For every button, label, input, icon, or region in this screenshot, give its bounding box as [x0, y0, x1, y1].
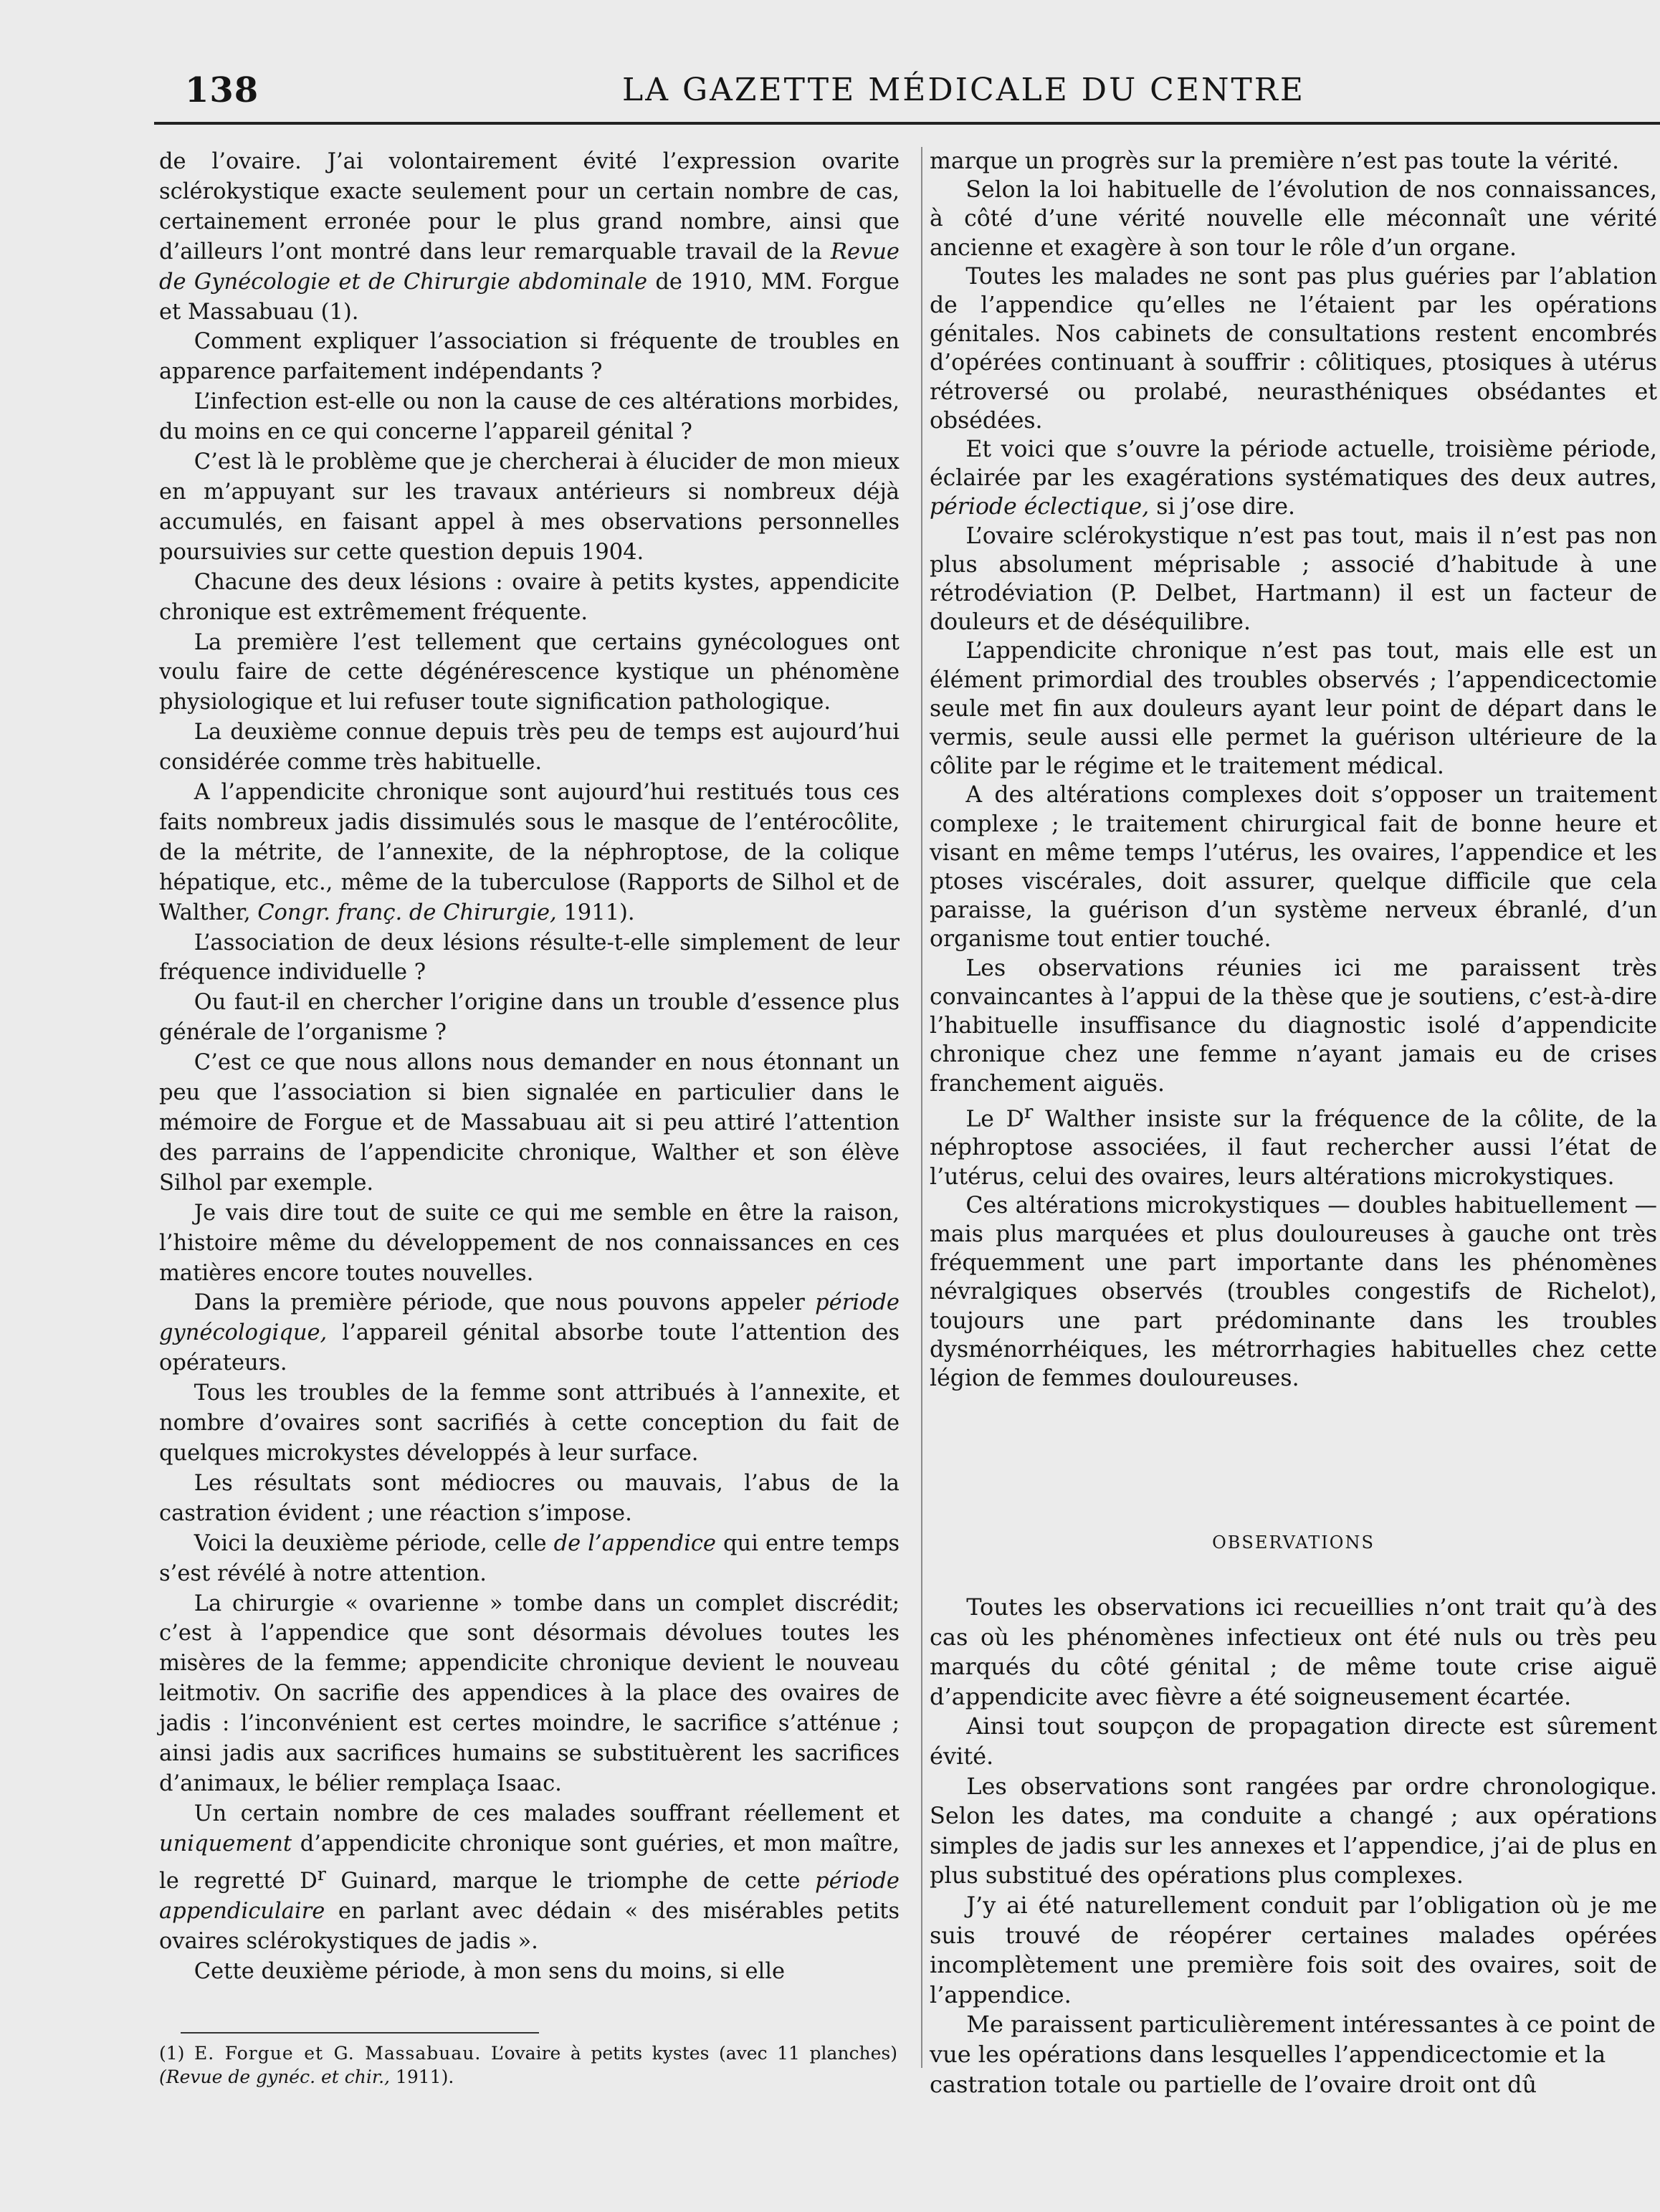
paragraph: La première l’est tellement que certains gynécologues ont voulu faire de cette dégénérescence kystique un phénomène physiologique et lui refuser toute signification pathologique. — [159, 629, 900, 715]
footnote-rule — [181, 2032, 539, 2034]
paragraph: L’appendicite chronique n’est pas tout, mais elle est un élément primordial des troubles observés ; l’appendicectomie seule met fin aux douleurs ayant leur point de départ dans le vermis, seule aussi elle permet la guérison ultérieure de la côlite par le régime et le traitement médical. — [930, 638, 1657, 780]
section-heading: OBSERVATIONS — [1212, 1532, 1375, 1553]
paragraph: Ces altérations microkystiques — doubles habituellement — mais plus marquées et plus douloureuses à gauche ont très fréquemment une part importante dans les phénomènes névralgiques observés (troubles congestifs de Richelot), toujours une part prédominante dans les troubles dysménorrhéiques, les métrorrhagies habituelles chez cette légion de femmes douloureuses. — [930, 1192, 1657, 1392]
column-divider — [921, 147, 922, 2068]
paragraph: Ainsi tout soupçon de propagation directe est sûrement évité. — [930, 1712, 1657, 1770]
paragraph: J’y ai été naturellement conduit par l’obligation où je me suis trouvé de réopérer certaines malades opérées incomplètement une première fois soit des ovaires, soit de l’appendice. — [930, 1891, 1657, 2008]
footnote-source: (Revue de gynéc. et chir., — [159, 2066, 390, 2087]
footnote-authors: E. Forgue et G. Massabuau. — [194, 2043, 482, 2064]
paragraph: Chacune des deux lésions : ovaire à petits kystes, appendicite chronique est extrêmement fréquente. — [159, 569, 900, 625]
paragraph: Les résultats sont médiocres ou mauvais, l’abus de la castration évident ; une réaction s’impose. — [159, 1470, 900, 1526]
paragraph: Comment expliquer l’association si fréquente de troubles en apparence parfaitement indépendants ? — [159, 329, 900, 385]
paragraph: L’association de deux lésions résulte-t-elle simplement de leur fréquence individuelle ? — [159, 930, 900, 986]
footnote — [159, 2041, 897, 2089]
paragraph: Un certain nombre de ces malades souffrant réellement et uniquement d’appendicite chronique sont guéries, et mon maître, le regretté $D^r$ Guinard, marque le triomphe de cette période appendiculaire en parlant avec dédain « des misérables petits ovaires sclérokystiques de jadis ». — [159, 1801, 900, 1954]
paragraph: Me paraissent particulièrement intéressantes à ce point de vue les opérations dans lesquelles l’appendicectomie et la castration totale ou partielle de l’ovaire droit ont dû — [930, 2011, 1656, 2098]
right-column-top — [930, 147, 1657, 1393]
paragraph: A des altérations complexes doit s’opposer un traitement complexe ; le traitement chirurgical fait de bonne heure et visant en même temps l’utérus, les ovaires, l’appendice et les ptoses viscérales, doit assurer, quelque difficile que cela paraisse, la guérison d’un système nerveux ébranlé, d’un organisme tout entier touché. — [930, 782, 1657, 953]
paragraph: Tous les troubles de la femme sont attribués à l’annexite, et nombre d’ovaires sont sacrifiés à cette conception du fait de quelques microkystes développés à leur surface. — [159, 1381, 900, 1466]
paragraph: Le $D^r$ Walther insiste sur la fréquence de la côlite, de la néphroptose associées, il faut rechercher aussi l’état de l’utérus, celui des ovaires, leurs altérations microkystiques. — [930, 1101, 1658, 1190]
paragraph: de l’ovaire. J’ai volontairement évité l’expression ovarite sclérokystique exacte seulement pour un certain nombre de cas, certainement erronée pour le plus grand nombre, ainsi que d’ailleurs l’ont montré dans leur remarquable travail de la Revue de Gynécologie et de Chirurgie abdominale de 1910, MM. Forgue et Massabuau (1). — [159, 149, 900, 325]
paragraph: Selon la loi habituelle de l’évolution de nos connaissances, à côté d’une vérité nouvelle elle méconnaît une vérité ancienne et exagère à son tour le rôle d’un organe. — [930, 177, 1657, 261]
footnote-marker: (1) — [159, 2043, 185, 2064]
paragraph: Toutes les malades ne sont pas plus guéries par l’ablation de l’appendice qu’elles ne l’étaient par les opérations génitales. Nos cabinets de consultations restent encombrés d’opérées continuant à souffrir : côlitiques, ptosiques à utérus rétroversé ou prolabé, neurasthéniques obsédantes et obsédées. — [930, 263, 1657, 434]
paragraph: Dans la première période, que nous pouvons appeler période gynécologique, l’appareil génital absorbe toute l’attention des opérateurs. — [159, 1290, 900, 1376]
paragraph: C’est là le problème que je chercherai à élucider de mon mieux en m’appuyant sur les travaux antérieurs si nombreux déjà accumulés, en faisant appel à mes observations personnelles poursuivies sur cette question depuis 1904. — [159, 449, 900, 565]
footnote-year: 1911). — [395, 2066, 454, 2087]
paragraph: Je vais dire tout de suite ce qui me semble en être la raison, l’histoire même du développement de nos connaissances en ces matières encore toutes nouvelles. — [159, 1200, 900, 1286]
page-number: 138 — [185, 70, 259, 110]
paragraph: C’est ce que nous allons nous demander en nous étonnant un peu que l’association si bien signalée en particulier dans le mémoire de Forgue et de Massabuau ait si peu attiré l’attention des parrains de l’appendicite chronique, Walther et son élève Silhol par exemple. — [159, 1050, 900, 1196]
paragraph: L’ovaire sclérokystique n’est pas tout, mais il n’est pas non plus absolument méprisable ; associé d’habitude à une rétrodéviation (P. Delbet, Hartmann) il est un facteur de douleurs et de déséquilibre. — [930, 523, 1657, 636]
paragraph: A l’appendicite chronique sont aujourd’hui restitués tous ces faits nombreux jadis dissimulés sous le masque de l’entérocôlite, de la métrite, de l’annexite, de la néphroptose, de la colique hépatique, etc., même de la tuberculose (Rapports de Silhol et de Walther, Congr. franç. de Chirurgie, 1911). — [159, 780, 900, 925]
paragraph: Ou faut-il en chercher l’origine dans un trouble d’essence plus générale de l’organisme ? — [159, 990, 900, 1046]
paragraph: marque un progrès sur la première n’est pas toute la vérité. — [930, 148, 1620, 174]
paragraph: La chirurgie « ovarienne » tombe dans un complet discrédit; c’est à l’appendice que sont désormais dévolues toutes les misères de la femme; appendicite chronique devient le nouveau leitmotiv. On sacrifie des appendices à la place des ovaires de jadis : l’inconvénient est certes moindre, le sacrifice s’atténue ; ainsi jadis aux sacrifices humains se substituèrent les sacrifices d’animaux, le bélier remplaça Isaac. — [159, 1591, 900, 1796]
paragraph: Les observations sont rangées par ordre chronologique. Selon les dates, ma conduite a changé ; aux opérations simples de jadis sur les annexes et l’appendice, j’ai de plus en plus substitué des opérations plus complexes. — [930, 1772, 1657, 1889]
header-rule — [154, 122, 1660, 125]
paragraph: Voici la deuxième période, celle de l’appendice qui entre temps s’est révélé à notre attention. — [159, 1530, 900, 1586]
paragraph: L’infection est-elle ou non la cause de ces altérations morbides, du moins en ce qui concerne l’appareil génital ? — [159, 389, 900, 445]
journal-title: LA GAZETTE MÉDICALE DU CENTRE — [622, 72, 1306, 108]
paragraph: La deuxième connue depuis très peu de temps est aujourd’hui considérée comme très habituelle. — [159, 720, 900, 776]
paragraph: Toutes les observations ici recueillies n’ont trait qu’à des cas où les phénomènes infectieux ont été nuls ou très peu marqués du côté génital ; de même toute crise aiguë d’appendicite avec fièvre a été soigneusement écartée. — [930, 1593, 1657, 1710]
right-column-bottom — [930, 1593, 1657, 2099]
paragraph: Les observations réunies ici me paraissent très convaincantes à l’appui de la thèse que je soutiens, c’est-à-dire l’habituelle insuffisance du diagnostic isolé d’appendicite chronique chez une femme n’ayant jamais eu de crises franchement aiguës. — [930, 955, 1657, 1097]
footnote-text: L’ovaire à petits kystes (avec 11 planches) — [490, 2043, 898, 2064]
left-column — [159, 147, 900, 1986]
paragraph: Cette deuxième période, à mon sens du moins, si elle — [194, 1958, 786, 1984]
paragraph: Et voici que s’ouvre la période actuelle, troisième période, éclairée par les exagérations systématiques des deux autres, période éclectique, si j’ose dire. — [930, 437, 1657, 520]
